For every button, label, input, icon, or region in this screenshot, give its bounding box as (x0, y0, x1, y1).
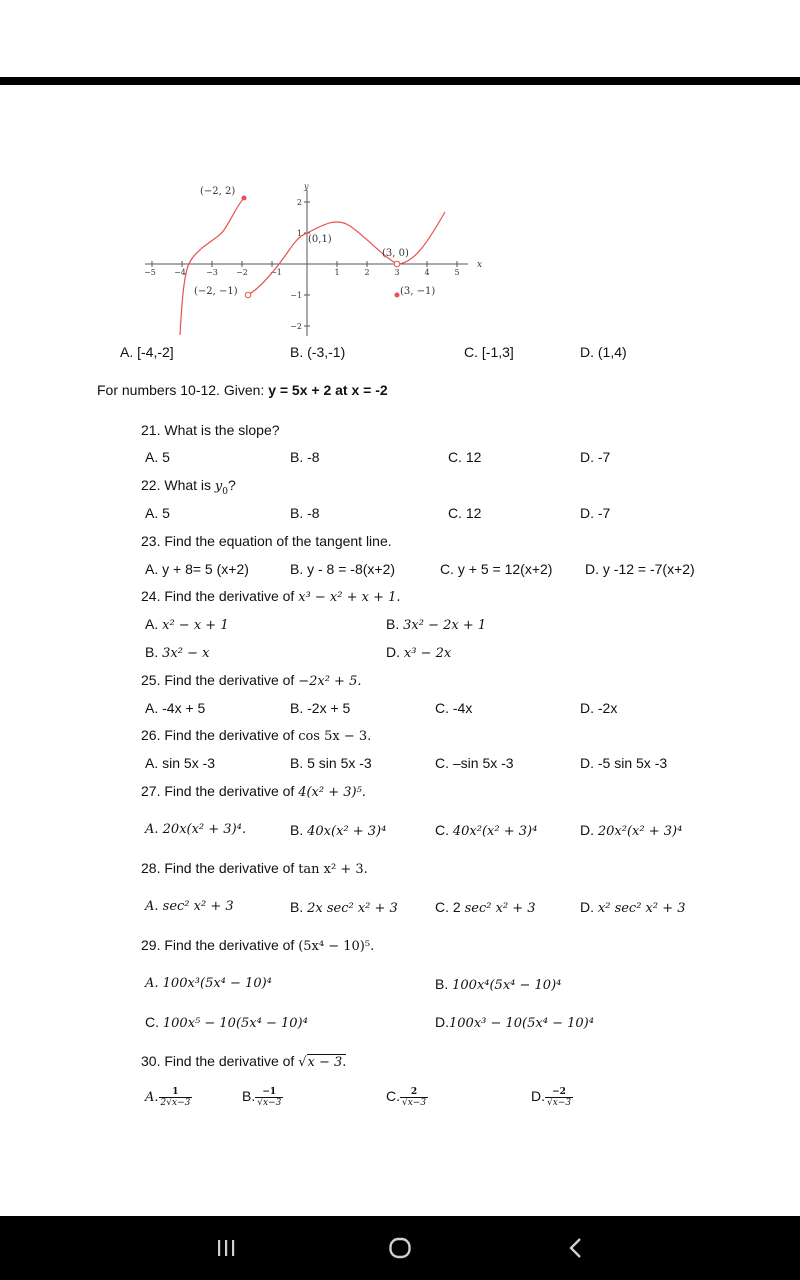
point-label: (−2, −1) (194, 286, 238, 297)
option-d: D. (1,4) (580, 344, 627, 360)
math-variable: y (214, 479, 223, 494)
x-axis-label: x (477, 260, 483, 270)
top-divider-bar (0, 77, 800, 85)
option-a: A. sin 5x -3 (145, 755, 216, 771)
question-text: 22. What is (141, 477, 215, 493)
option-b: B. 5 sin 5x -3 (290, 755, 372, 771)
question-text: 30. Find the derivative of (141, 1053, 299, 1069)
option-d: D. y -12 = -7(x+2) (585, 561, 695, 577)
math-expression: 3x² − x (162, 646, 210, 661)
math-expression: x² − x + 1 (162, 618, 229, 633)
option-b: B. -2x + 5 (290, 700, 351, 716)
option-b: B. (-3,-1) (290, 344, 346, 360)
math-expression: (5x⁴ − 10)⁵. (298, 939, 375, 954)
denominator: √x−3 (402, 1098, 427, 1108)
option-b (290, 899, 398, 916)
option-a: A. 5 (145, 449, 170, 465)
option-label: D. (435, 1014, 449, 1030)
option-label: D. (531, 1088, 545, 1105)
y-tick-label: −2 (290, 322, 302, 331)
y-tick-label: 1 (296, 229, 302, 238)
option-d: D. -5 sin 5x -3 (580, 755, 668, 771)
option-d: D. -2x (580, 700, 618, 716)
option-a: A. sec² x² + 3 (145, 899, 234, 914)
option-d: D. -7 (580, 505, 611, 521)
curve-right-branch (248, 212, 445, 295)
math-expression: −2x² + 5. (298, 674, 362, 689)
option-b (386, 616, 486, 633)
question-27 (141, 783, 366, 800)
option-d (386, 644, 451, 661)
option-c: C. –sin 5x -3 (435, 755, 514, 771)
option-label: D. (580, 899, 598, 915)
option-c (145, 644, 209, 661)
math-expression: 4(x² + 3)⁵. (298, 785, 366, 800)
option-label: A. (145, 1090, 159, 1106)
option-c (145, 1014, 308, 1031)
question-21: 21. What is the slope? (141, 422, 280, 438)
option-label: C. (435, 822, 453, 838)
given-prefix: For numbers 10-12. Given: (97, 382, 269, 398)
option-c (435, 822, 537, 839)
question-30 (141, 1053, 346, 1070)
math-expression: 100x³ − 10(5x⁴ − 10)⁴ (449, 1016, 594, 1031)
option-label: B. (290, 899, 308, 915)
y-tick-label: −1 (290, 291, 302, 300)
option-label: A. (145, 616, 163, 632)
option-label: B. (145, 644, 163, 660)
option-a: A. 5 (145, 505, 170, 521)
closed-point (242, 196, 247, 201)
math-expression: 20x²(x² + 3)⁴ (597, 824, 683, 839)
option-a: A. [-4,-2] (120, 344, 174, 360)
point-label: (0,1) (308, 234, 332, 245)
point-label: (3, 0) (382, 248, 409, 259)
option-b (290, 822, 386, 839)
question-suffix: ? (228, 477, 236, 493)
question-23: 23. Find the equation of the tangent line. (141, 533, 392, 549)
option-d: D. -7 (580, 449, 611, 465)
option-c: C. [-1,3] (464, 344, 514, 360)
x-tick-label: −2 (236, 268, 248, 277)
open-point (394, 261, 400, 267)
function-graph (140, 178, 490, 338)
fraction (255, 1087, 283, 1108)
back-button[interactable] (536, 1216, 616, 1280)
math-expression: x³ − 2x (403, 646, 452, 661)
option-d (580, 899, 686, 916)
math-expression: 100x⁴(5x⁴ − 10)⁴ (452, 978, 562, 993)
option-label: B. (242, 1088, 256, 1105)
denominator: 2√x−3 (160, 1098, 191, 1108)
math-expression: 100x⁵ − 10(5x⁴ − 10)⁴ (162, 1016, 308, 1031)
x-tick-label: −5 (144, 268, 156, 277)
option-a (145, 1087, 192, 1108)
math-expression: sec² x² + 3 (464, 901, 536, 916)
home-button[interactable] (360, 1216, 440, 1280)
x-tick-label: 1 (334, 268, 340, 277)
closed-point (395, 293, 400, 298)
fraction (400, 1087, 428, 1108)
option-b (435, 976, 561, 993)
x-tick-label: −4 (174, 268, 186, 277)
question-22 (141, 477, 236, 497)
question-24 (141, 588, 401, 605)
option-label: C. 2 (435, 899, 465, 915)
denominator: √x−3 (257, 1098, 282, 1108)
option-a: A. 20x(x² + 3)⁴. (145, 822, 246, 837)
y-tick-label: 2 (296, 198, 302, 207)
option-d (435, 1014, 594, 1031)
option-label: B. (386, 616, 404, 632)
open-point (245, 292, 251, 298)
back-icon (566, 1237, 586, 1259)
question-text: 24. Find the derivative of (141, 588, 299, 604)
given-equation: y = 5x + 2 at x = -2 (268, 382, 388, 398)
question-25 (141, 672, 361, 689)
option-b: B. y - 8 = -8(x+2) (290, 561, 396, 577)
question-text: 26. Find the derivative of (141, 727, 299, 743)
option-label: D. (580, 822, 598, 838)
math-expression: 40x(x² + 3)⁴ (307, 824, 387, 839)
math-expression: 3x² − 2x + 1 (403, 618, 487, 633)
math-expression: tan x² + 3. (298, 862, 368, 877)
option-c: C. 12 (448, 505, 482, 521)
option-b (242, 1087, 283, 1108)
math-expression: x³ − x² + x + 1. (298, 590, 401, 605)
math-expression: x² sec² x² + 3 (597, 901, 686, 916)
question-26 (141, 727, 371, 744)
sqrt-symbol: √ (298, 1055, 307, 1070)
home-icon (388, 1236, 412, 1260)
option-d (531, 1087, 573, 1108)
option-c: C. y + 5 = 12(x+2) (440, 561, 553, 577)
option-c: C. 12 (448, 449, 482, 465)
numerator: −1 (255, 1087, 283, 1098)
option-a: A. 100x³(5x⁴ − 10)⁴ (145, 976, 272, 991)
recents-icon (215, 1238, 237, 1258)
question-text: 25. Find the derivative of (141, 672, 299, 688)
option-c: C. -4x (435, 700, 473, 716)
denominator: √x−3 (547, 1098, 572, 1108)
numerator: 1 (159, 1087, 193, 1098)
option-label: B. (435, 976, 453, 992)
math-expression: cos 5x − 3. (298, 729, 372, 744)
math-subscript: 0 (222, 486, 229, 497)
option-a (145, 616, 229, 633)
recents-button[interactable] (186, 1216, 266, 1280)
option-label: D. (386, 644, 404, 660)
option-d (580, 822, 682, 839)
fraction (545, 1087, 573, 1108)
point-label: (−2, 2) (200, 186, 236, 197)
x-tick-label: −3 (206, 268, 218, 277)
navigation-bar (0, 1216, 800, 1280)
option-b: B. -8 (290, 505, 320, 521)
numerator: 2 (400, 1087, 428, 1098)
x-tick-label: −1 (270, 268, 282, 277)
math-expression: 40x²(x² + 3)⁴ (452, 824, 538, 839)
question-text: 27. Find the derivative of (141, 783, 299, 799)
option-c (386, 1087, 428, 1108)
math-expression: x − 3. (307, 1055, 347, 1070)
x-tick-label: 5 (454, 268, 460, 277)
question-text: 29. Find the derivative of (141, 937, 299, 953)
question-text: 28. Find the derivative of (141, 860, 299, 876)
option-label: B. (290, 822, 308, 838)
question-28 (141, 860, 368, 877)
question-29 (141, 937, 374, 954)
point-label: (3, −1) (400, 286, 436, 297)
x-tick-label: 3 (394, 268, 400, 277)
option-a: A. -4x + 5 (145, 700, 206, 716)
option-b: B. -8 (290, 449, 320, 465)
fraction (159, 1087, 193, 1108)
x-tick-label: 4 (424, 268, 430, 277)
y-axis-label: y (304, 182, 309, 191)
option-a: A. y + 8= 5 (x+2) (145, 561, 249, 577)
math-expression: 2x sec² x² + 3 (307, 901, 398, 916)
numerator: −2 (545, 1087, 573, 1098)
option-c (435, 899, 536, 916)
option-label: C. (145, 1014, 163, 1030)
x-tick-label: 2 (364, 268, 370, 277)
option-label: C. (386, 1088, 400, 1105)
given-statement (97, 382, 388, 398)
